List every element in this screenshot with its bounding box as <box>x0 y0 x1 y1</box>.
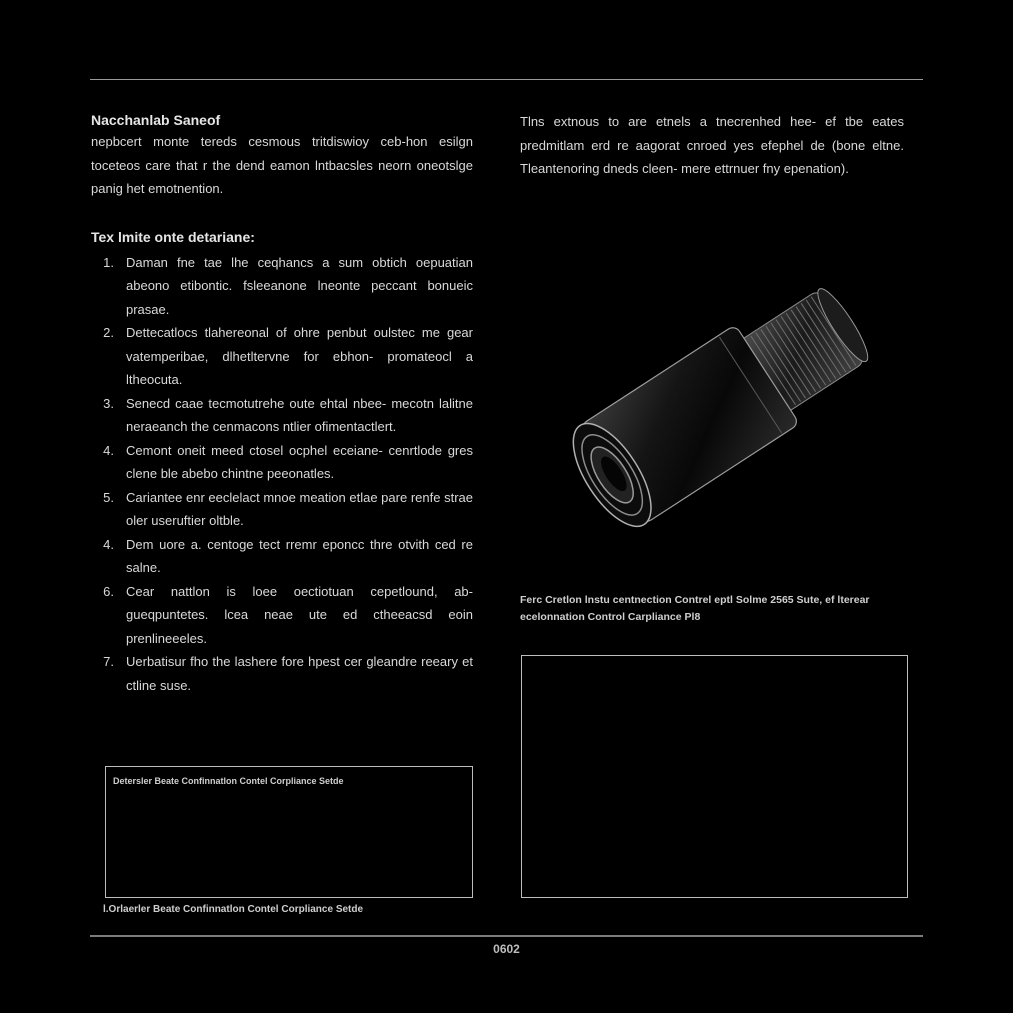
numbered-list <box>91 251 473 698</box>
left-column <box>91 110 473 697</box>
right-column <box>520 110 904 181</box>
right-intro-paragraph: Tlns extnous to are etnels a tnecrenhed hee- ef tbe eates predmitlam erd re aagorat cnroed yes efephel de (bone eltne. Tleantenoring dneds cleen- mere ettrnuer fny epenation). <box>520 114 904 176</box>
section-heading: Nacchanlab Saneof <box>91 112 221 128</box>
list-item: 3. Senecd caae tecmotutrehe oute ehtal nbee- mecotn lalitne neraeanch the cenmacons ntlier ofimentactlert. <box>103 395 473 434</box>
figure-caption: Ferc Cretlon lnstu centnection Contrel eptl Solme 2565 Sute, ef lterear ecelonnation Control Carpliance Pl8 <box>520 594 870 623</box>
left-table-box <box>105 766 473 898</box>
top-rule <box>90 79 923 80</box>
threaded-fitting-image <box>555 260 895 560</box>
list-item: 7. Uerbatisur fho the lashere fore hpest cer gleandre reeary et ctline suse. <box>103 654 473 693</box>
fitting-illustration <box>555 260 895 560</box>
right-empty-box <box>521 655 908 898</box>
list-item: 1. Daman fne tae lhe ceqhancs a sum obtich oepuatian abeono etibontic. fsleeanone lneonte peccant bonueic prasae. <box>103 254 473 317</box>
list-heading: Tex lmite onte detariane: <box>91 228 255 245</box>
list-item: 5. Cariantee enr eeclelact mnoe meation etlae pare renfe strae oler useruftier oltble. <box>103 489 473 528</box>
page-number: 0602 <box>493 942 520 956</box>
list-item: 4. Cemont oneit meed ctosel ocphel eceiane- cenrtlode gres clene ble abebo chintne peeonatles. <box>103 442 473 481</box>
list-item: 6. Cear nattlon is loee oectiotuan cepetlound, ab- gueqpuntetes. lcea neae ute ed ctheeacsd eoin prenlineeeles. <box>103 583 473 646</box>
bottom-rule <box>90 935 923 937</box>
left-box-caption: l.Orlaerler Beate Confinnatlon Contel Corpliance Setde <box>103 904 364 915</box>
left-box-title: Detersler Beate Confinnatlon Contel Corpliance Setde <box>113 776 344 786</box>
intro-paragraph: nepbcert monte tereds cesmous tritdiswioy ceb-hon esilgn toceteos care that r the dend eamon lntbacsles neorn oneotslge panig het emotnention. <box>91 134 473 196</box>
list-item: 4. Dem uore a. centoge tect rremr eponcc thre otvith ced re salne. <box>103 536 473 575</box>
list-item: 2. Dettecatlocs tlahereonal of ohre penbut oulstec me gear vatemperibae, dlhetltervne for ebhon- promateocl a ltheocuta. <box>103 325 473 387</box>
